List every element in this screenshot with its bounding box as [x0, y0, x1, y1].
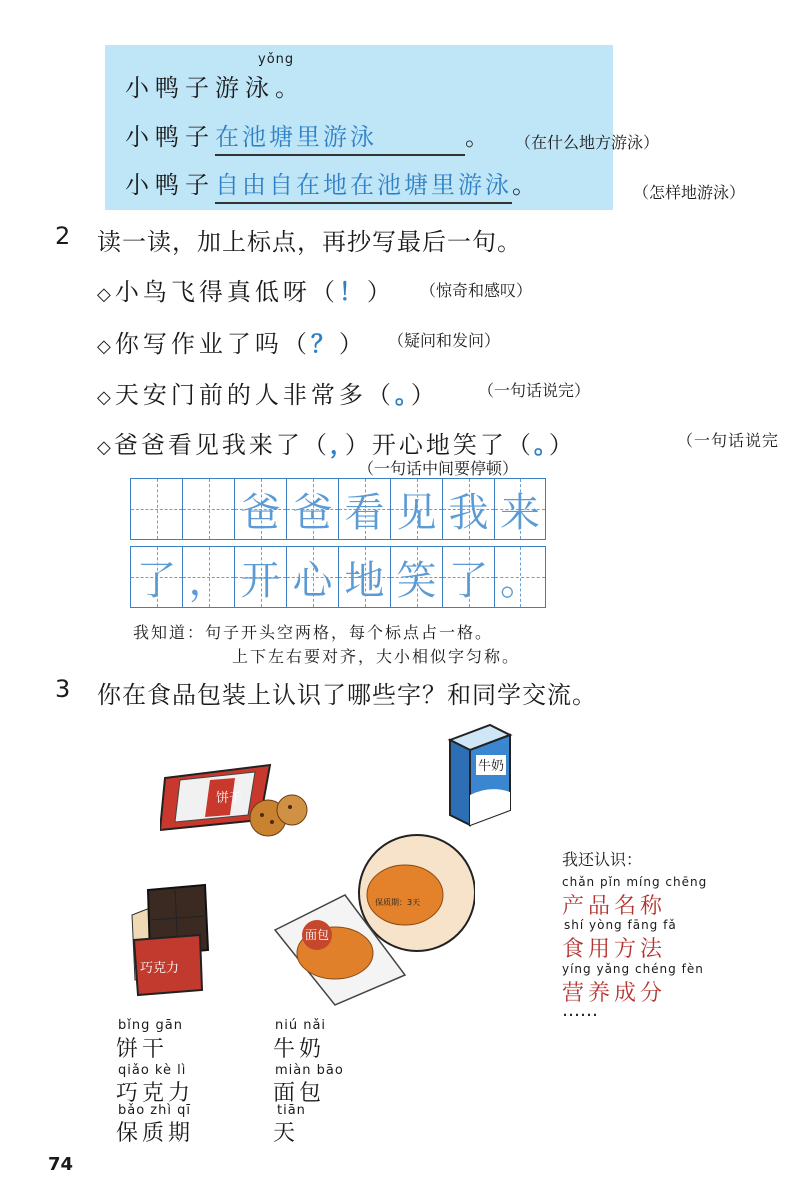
also-know-pinyin-1: chǎn pǐn míng chēng: [562, 875, 708, 889]
grid-cell: [286, 546, 338, 608]
grid-cell: [390, 546, 442, 608]
sentence-3: 小鸭子自由自在地在池塘里游泳。: [125, 165, 542, 204]
answer-exclaim: ！: [338, 278, 367, 306]
grid-character: 。: [500, 557, 540, 604]
milk-carton-illustration: [440, 720, 520, 830]
grid-character: 看: [344, 489, 385, 536]
grid-character: 见: [396, 489, 437, 536]
tip-line-1: 我知道：句子开头空两格，每个标点占一格。: [133, 623, 494, 642]
hint-where: （在什么地方游泳）: [515, 133, 660, 152]
hint-period: （一句话说完）: [478, 381, 591, 400]
shelf-life-label: 保质期：3天: [375, 898, 421, 907]
hint-pause: （一句话中间要停顿）: [358, 459, 519, 478]
chocolate-package-label: 巧克力: [140, 961, 180, 976]
also-know-word-2: 食用方法: [562, 937, 667, 962]
milk-carton-label: 牛奶: [478, 759, 505, 774]
exercise-2-number: 2: [55, 222, 71, 250]
exercise-3-title: 你在食品包装上认识了哪些字？和同学交流。: [97, 681, 597, 709]
word-pinyin-bread: miàn bāo: [275, 1063, 344, 1078]
also-know-pinyin-2: shí yòng fāng fǎ: [564, 918, 677, 932]
word-pinyin-milk: niú nǎi: [275, 1018, 327, 1033]
grid-character: 爸: [292, 489, 333, 536]
hint-question: （疑问和发问）: [388, 331, 501, 350]
also-know-title: 我还认识：: [562, 850, 643, 869]
also-know-pinyin-3: yíng yǎng chéng fèn: [562, 962, 704, 976]
hint-item4: （一句话说完: [677, 431, 780, 450]
grid-cell: [494, 546, 546, 608]
word-milk: 牛奶: [273, 1037, 326, 1062]
also-know-word-3: 营养成分: [562, 981, 667, 1006]
grid-character: [183, 479, 234, 539]
grid-cell: [234, 546, 286, 608]
writing-grid: [130, 478, 616, 608]
word-bread: 面包: [273, 1081, 326, 1106]
word-pinyin-chocolate: qiǎo kè lì: [118, 1063, 187, 1078]
grid-character: ，: [188, 557, 229, 604]
biscuit-package-label: 饼干: [216, 791, 243, 806]
grid-cell: [182, 546, 234, 608]
word-chocolate: 巧克力: [116, 1081, 195, 1106]
tip-line-2: 上下左右要对齐，大小相似字匀称。: [232, 647, 521, 666]
pinyin-yong: yǒng: [258, 52, 295, 67]
sentence-3-answer: 自由自在地在池塘里游泳: [215, 165, 512, 204]
grid-character: 了: [136, 557, 177, 604]
grid-character: 开: [240, 557, 281, 604]
answer-question: ？: [310, 330, 339, 358]
grid-cell: [442, 478, 494, 540]
sentence-1: 小鸭子游泳。: [125, 74, 305, 102]
grid-cell: [390, 478, 442, 540]
exercise-3-number: 3: [55, 675, 71, 703]
word-pinyin-day: tiān: [277, 1103, 306, 1118]
chocolate-illustration: [120, 880, 215, 1000]
grid-character: 我: [448, 489, 489, 536]
sentence-2-answer: 在池塘里游泳: [215, 117, 465, 156]
grid-cell: [286, 478, 338, 540]
bread-package-label: 面包: [305, 928, 330, 942]
grid-cell: [494, 478, 546, 540]
grid-character: 来: [500, 489, 540, 536]
sentence-2: 小鸭子在池塘里游泳 。: [125, 117, 495, 156]
grid-character: 心: [292, 557, 333, 604]
also-know-ellipsis: ……: [562, 1000, 598, 1021]
grid-cell: [182, 478, 234, 540]
grid-character: 爸: [240, 489, 281, 536]
word-day: 天: [273, 1121, 300, 1146]
word-shelf-life: 保质期: [116, 1121, 195, 1146]
grid-cell: [130, 546, 182, 608]
hint-how: （怎样地游泳）: [633, 183, 746, 202]
word-biscuit: 饼干: [116, 1037, 169, 1062]
grid-cell: [338, 546, 390, 608]
exercise-2-title: 读一读，加上标点，再抄写最后一句。: [97, 228, 522, 256]
answer-period: 。: [394, 381, 411, 409]
word-pinyin-biscuit: bǐng gān: [118, 1018, 183, 1033]
grid-character: 笑: [396, 557, 437, 604]
item-1: ◇小鸟飞得真低呀（！）: [97, 278, 395, 306]
grid-cell: [442, 546, 494, 608]
page-number: 74: [48, 1154, 74, 1175]
grid-character: [131, 479, 182, 539]
grid-cell: [234, 478, 286, 540]
grid-character: 地: [344, 557, 385, 604]
grid-cell: [130, 478, 182, 540]
word-pinyin-shelf-life: bǎo zhì qī: [118, 1103, 191, 1118]
grid-character: 了: [448, 557, 489, 604]
item-3: ◇天安门前的人非常多（。）: [97, 381, 439, 409]
item-4: ◇爸爸看见我来了（，）开心地笑了（。）: [97, 431, 576, 459]
hint-exclaim: （惊奇和感叹）: [420, 281, 533, 300]
also-know-word-1: 产品名称: [562, 894, 667, 919]
grid-cell: [338, 478, 390, 540]
bread-package-illustration: [265, 825, 475, 1010]
item-2: ◇你写作业了吗（？）: [97, 330, 367, 358]
